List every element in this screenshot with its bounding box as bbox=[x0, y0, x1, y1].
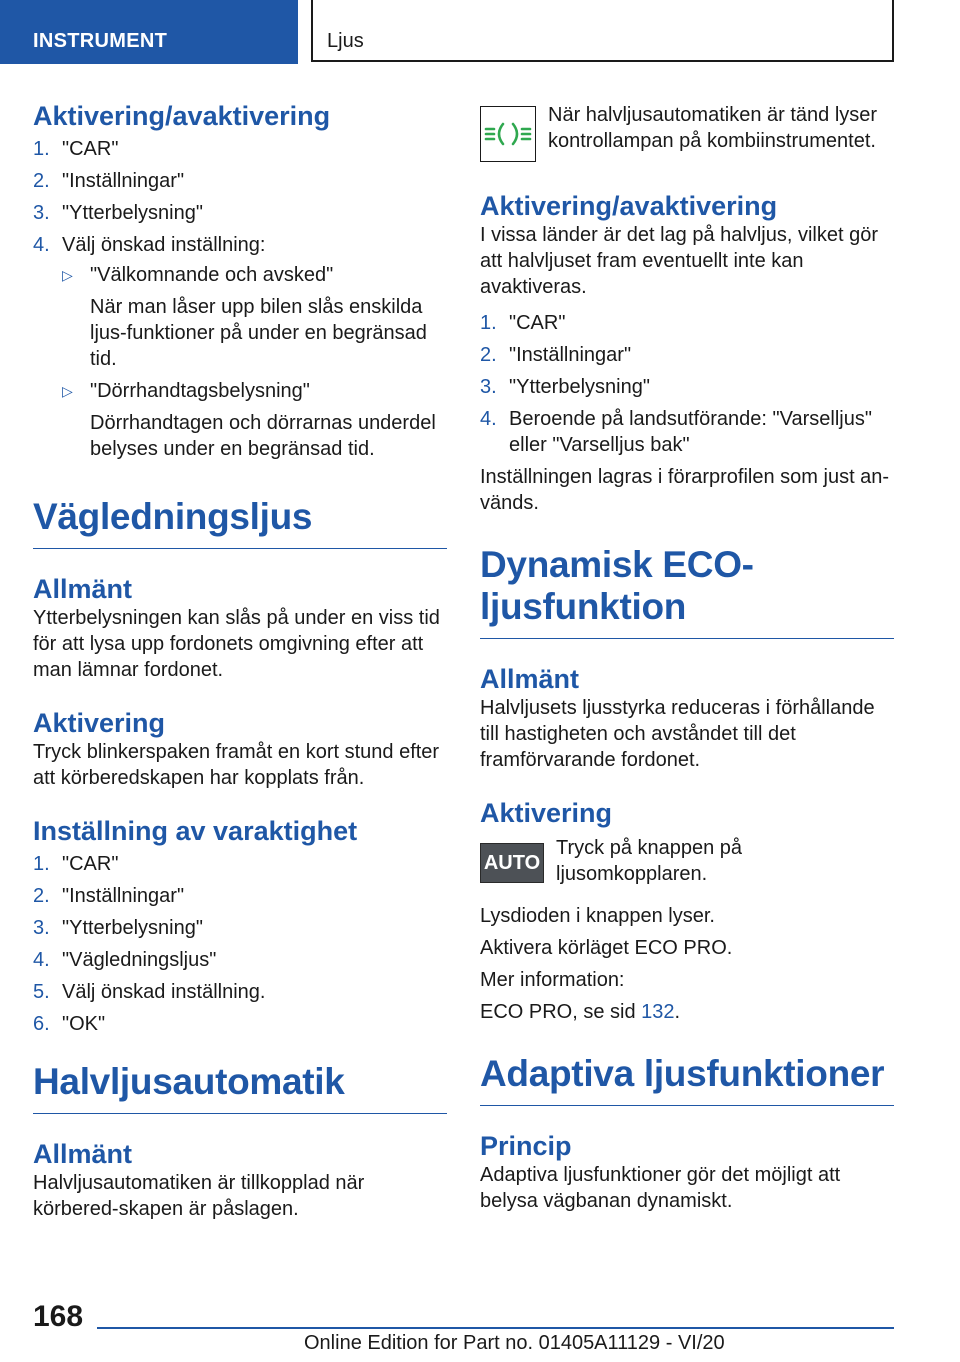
step-text: "Inställningar" bbox=[62, 170, 185, 192]
step-number: 2. bbox=[33, 170, 50, 192]
eco-mode-text: Aktivera körläget ECO PRO. bbox=[480, 937, 733, 959]
page-link[interactable]: 132 bbox=[641, 1001, 675, 1023]
activation-text: Tryck blinkerspaken framåt en kort stund efter att körberedskapen har kopplats från. bbox=[33, 741, 440, 789]
activation-intro: I vissa länder är det lag på halvljus, vilket gör att halvljuset fram eventuellt inte kan avaktiveras. bbox=[480, 224, 878, 298]
section-label: INSTRUMENT bbox=[33, 30, 168, 52]
option-item bbox=[62, 378, 447, 462]
eco-ref-end: . bbox=[674, 1001, 681, 1023]
low-beam-indicator-icon bbox=[480, 106, 536, 162]
general-heading: Allmänt bbox=[33, 574, 133, 604]
step-item bbox=[33, 168, 447, 194]
step-item bbox=[33, 232, 447, 468]
principle-text: Adaptiva ljusfunktioner gör det möjligt att belysa vägbanan dynamiskt. bbox=[480, 1164, 841, 1212]
topic-label: Ljus bbox=[327, 30, 364, 52]
step-number: 6. bbox=[33, 1013, 50, 1035]
low-beam-indicator-icon bbox=[481, 107, 535, 161]
step-number: 4. bbox=[33, 234, 50, 256]
led-text: Lysdioden i knappen lyser. bbox=[480, 905, 715, 927]
option-desc: När man låser upp bilen slås enskilda ljus-funktioner på under en begränsad tid. bbox=[90, 296, 427, 370]
step-text: "Inställningar" bbox=[62, 885, 185, 907]
eco-reference bbox=[480, 999, 894, 1025]
general-text: Halvljusautomatiken är tillkopplad när körbered-skapen är påslagen. bbox=[33, 1172, 365, 1220]
section-title-vagledningsljus: Vägledningsljus bbox=[33, 496, 447, 549]
section-title-adaptive: Adaptiva ljusfunktioner bbox=[480, 1053, 894, 1106]
step-item bbox=[33, 883, 447, 909]
step-item bbox=[33, 851, 447, 877]
option-desc: Dörrhandtagen och dörrarnas underdel belyses under en begränsad tid. bbox=[90, 412, 436, 460]
general-text: Halvljusets ljusstyrka reduceras i förhållande till hastigheten och avståndet till det framförvarande fordonet. bbox=[480, 697, 875, 771]
activation-heading: Aktivering bbox=[33, 708, 166, 738]
step-item bbox=[480, 342, 894, 368]
step-number: 3. bbox=[33, 917, 50, 939]
step-number: 3. bbox=[480, 376, 497, 398]
step-text: "Ytterbelysning" bbox=[62, 202, 203, 224]
activation-heading: Aktivering bbox=[480, 798, 613, 828]
setting-note: Inställningen lagras i förarprofilen som just an-vänds. bbox=[480, 466, 890, 514]
step-item bbox=[33, 136, 447, 162]
step-text: "CAR" bbox=[62, 853, 119, 875]
option-list bbox=[62, 262, 447, 462]
step-text: Beroende på landsutförande: "Varselljus" eller "Varselljus bak" bbox=[509, 408, 872, 456]
duration-heading: Inställning av varaktighet bbox=[33, 816, 358, 846]
step-item bbox=[33, 200, 447, 226]
step-item bbox=[480, 374, 894, 400]
step-text: "Ytterbelysning" bbox=[509, 376, 650, 398]
step-number: 1. bbox=[33, 138, 50, 160]
step-text: "Vägledningsljus" bbox=[62, 949, 217, 971]
step-item bbox=[33, 1011, 447, 1037]
section-band bbox=[0, 0, 298, 64]
indicator-row bbox=[480, 106, 894, 162]
right-column bbox=[480, 106, 894, 1214]
general-heading: Allmänt bbox=[33, 1139, 133, 1169]
duration-steps bbox=[33, 851, 447, 1037]
step-text: "Ytterbelysning" bbox=[62, 917, 203, 939]
auto-button-icon bbox=[480, 843, 544, 883]
general-heading: Allmänt bbox=[480, 664, 580, 694]
left-column bbox=[33, 100, 447, 1222]
option-title: "Välkomnande och avsked" bbox=[90, 264, 334, 286]
step-text: "CAR" bbox=[509, 312, 566, 334]
activation-steps bbox=[480, 310, 894, 458]
step-item bbox=[33, 979, 447, 1005]
footer-divider bbox=[97, 1327, 894, 1329]
step-item bbox=[480, 310, 894, 336]
step-text: "CAR" bbox=[62, 138, 119, 160]
activation-heading: Aktivering/avaktivering bbox=[480, 191, 778, 221]
auto-button-row bbox=[480, 839, 894, 887]
step-number: 3. bbox=[33, 202, 50, 224]
auto-text: Tryck på knappen på ljusomkopplaren. bbox=[556, 837, 743, 885]
eco-ref-text: ECO PRO, se sid bbox=[480, 1001, 642, 1023]
option-title: "Dörrhandtagsbelysning" bbox=[90, 380, 310, 402]
section-title-halvljusautomatik: Halvljusautomatik bbox=[33, 1061, 447, 1114]
triangle-bullet-icon: ▷ bbox=[62, 383, 73, 399]
section-title-eco: Dynamisk ECO-ljusfunktion bbox=[480, 544, 894, 639]
step-text: Välj önskad inställning: bbox=[62, 234, 266, 256]
step-number: 2. bbox=[33, 885, 50, 907]
step-number: 1. bbox=[33, 853, 50, 875]
step-item bbox=[480, 406, 894, 458]
triangle-bullet-icon: ▷ bbox=[62, 267, 73, 283]
activation-heading: Aktivering/avaktivering bbox=[33, 101, 331, 131]
step-number: 4. bbox=[33, 949, 50, 971]
step-text: Välj önskad inställning. bbox=[62, 981, 266, 1003]
page-number: 168 bbox=[33, 1300, 84, 1333]
activation-steps bbox=[33, 136, 447, 468]
step-text: "Inställningar" bbox=[509, 344, 632, 366]
general-text: Ytterbelysningen kan slås på under en viss tid för att lysa upp fordonets omgivning efter att man lämnar fordonet. bbox=[33, 607, 440, 681]
more-info-text: Mer information: bbox=[480, 969, 625, 991]
step-number: 4. bbox=[480, 408, 497, 430]
option-item bbox=[62, 262, 447, 372]
step-item bbox=[33, 947, 447, 973]
principle-heading: Princip bbox=[480, 1131, 572, 1161]
step-number: 1. bbox=[480, 312, 497, 334]
step-number: 2. bbox=[480, 344, 497, 366]
auto-button-label: AUTO bbox=[483, 851, 541, 874]
topic-box bbox=[311, 0, 894, 62]
indicator-text: När halvljusautomatiken är tänd lyser kontrollampan på kombiinstrumentet. bbox=[548, 104, 878, 152]
step-number: 5. bbox=[33, 981, 50, 1003]
step-item bbox=[33, 915, 447, 941]
edition-text: Online Edition for Part no. 01405A11129 - VI/20 bbox=[304, 1332, 725, 1354]
step-text: "OK" bbox=[62, 1013, 106, 1035]
